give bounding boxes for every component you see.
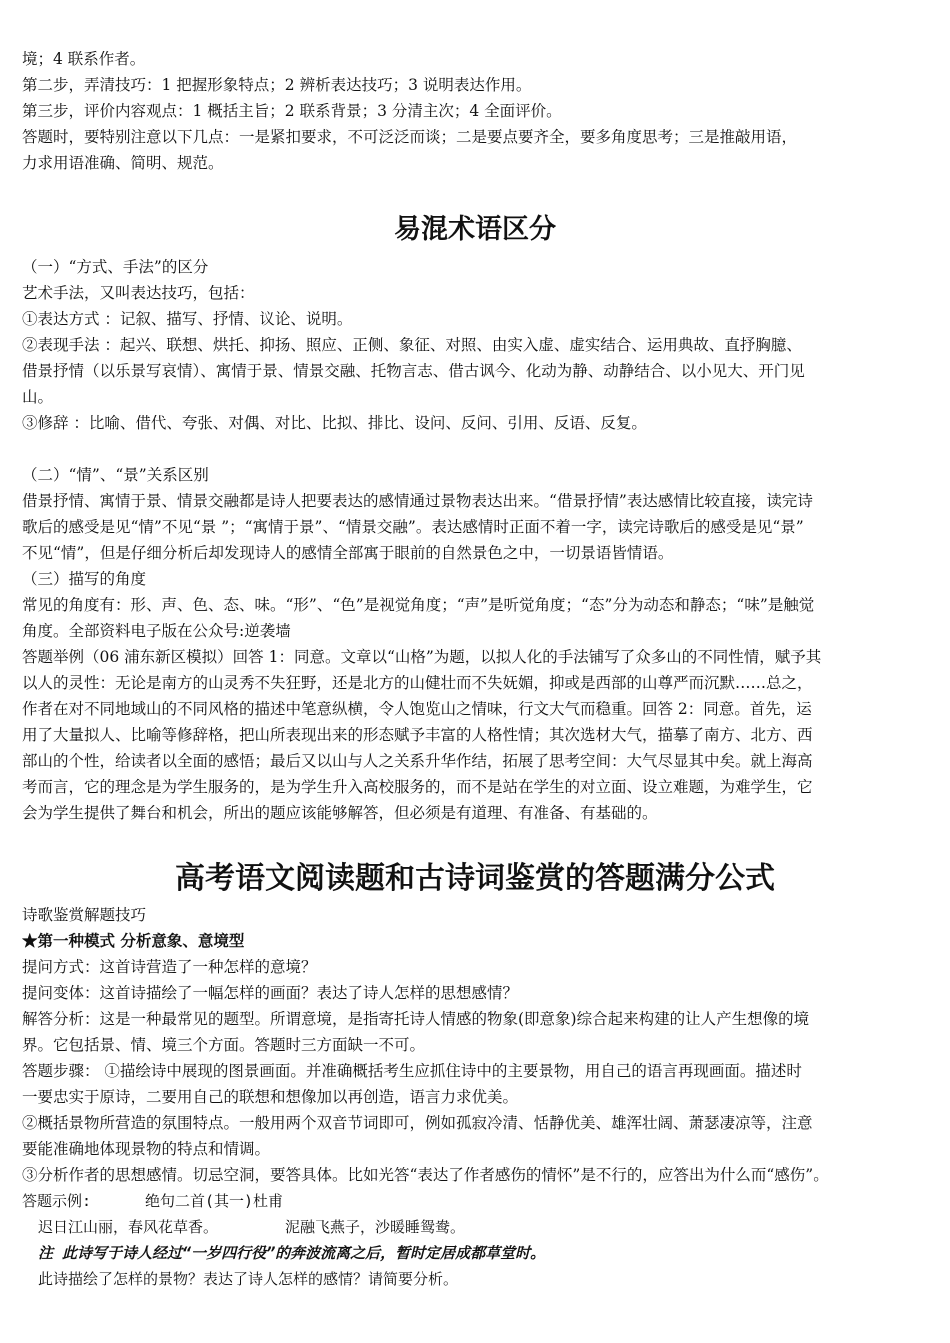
poem-line: 泥融飞燕子，沙暖睡鸳鸯。 bbox=[285, 1218, 466, 1236]
poem-title: 绝句二首(其一)杜甫 bbox=[145, 1192, 284, 1210]
text-line: 艺术手法，又叫表达技巧，包括： bbox=[22, 284, 255, 302]
poem-line: 迟日江山丽，春风花草香。 bbox=[38, 1218, 219, 1236]
text-line: ③分析作者的思想感情。切忌空洞，要答具体。比如光答“表达了作者感伤的情怀”是不行的，应答出为什么而“感伤”。 bbox=[22, 1166, 829, 1184]
text-line: 提问方式：这首诗营造了一种怎样的意境？ bbox=[22, 958, 317, 976]
text-line: 作者在对不同地域山的不同风格的描述中笔意纵横，令人饱览山之情味，行文大气而稳重。回答 2：同意。首先，运 bbox=[22, 700, 812, 718]
text-line: 角度。全部资料电子版在公众号:逆袭墙 bbox=[22, 622, 291, 640]
section-heading-terms: 易混术语区分 bbox=[394, 214, 556, 245]
text-line: 要能准确地体现景物的特点和情调。 bbox=[22, 1140, 271, 1158]
text-line: 诗歌鉴赏解题技巧 bbox=[22, 906, 147, 924]
text-line: 会为学生提供了舞台和机会，所出的题应该能够解答，但必须是有道理、有准备、有基础的。 bbox=[22, 804, 658, 822]
text-line: ②表现手法 ：起兴、联想、烘托、抑扬、照应、正侧、象征、对照、由实入虚、虚实结合、运用典故、直抒胸臆、 bbox=[22, 336, 802, 354]
poem-note: 注 此诗写于诗人经过“一岁四行役”的奔波流离之后，暂时定居成都草堂时。 bbox=[38, 1244, 546, 1262]
text-line: 歌后的感受是见“情”不见“景 ”；“寓情于景”、“情景交融”。表达感情时正面不着一字，读完诗歌后的感受是见“景” bbox=[22, 518, 804, 536]
text-line: 答题时，要特别注意以下几点：一是紧扣要求，不可泛泛而谈；二是要点要齐全，要多角度思考；三是推敲用语， bbox=[22, 128, 798, 146]
text-line: （一）“方式、手法”的区分 bbox=[22, 258, 209, 276]
text-line: ③修辞 ：比喻、借代、夸张、对偶、对比、比拟、排比、设问、反问、引用、反语、反复。 bbox=[22, 414, 647, 432]
text-line: 第二步，弄清技巧：1 把握形象特点；2 辨析表达技巧；3 说明表达作用。 bbox=[22, 76, 532, 94]
text-line: 借景抒情（以乐景写哀情）、寓情于景、情景交融、托物言志、借古讽今、化动为静、动静结合、以小见大、开门见 bbox=[22, 362, 805, 380]
text-line: ★第一种模式 分析意象、意境型 bbox=[22, 931, 245, 950]
text-line: 不见“情”，但是仔细分析后却发现诗人的感情全部寓于眼前的自然景色之中，一切景语皆情语。 bbox=[22, 544, 674, 562]
text-line: 境；4 联系作者。 bbox=[22, 50, 146, 68]
poem-question: 此诗描绘了怎样的景物？表达了诗人怎样的感情？请简要分析。 bbox=[38, 1270, 459, 1288]
text-line: 常见的角度有：形、声、色、态、味。“形”、“色”是视觉角度；“声”是听觉角度；“态”分为动态和静态；“味”是触觉 bbox=[22, 596, 815, 614]
text-line: 用了大量拟人、比喻等修辞格，把山所表现出来的形态赋予丰富的人格性情；其次选材大气，描摹了南方、北方、西 bbox=[22, 726, 813, 744]
text-line: 提问变体：这首诗描绘了一幅怎样的画面？表达了诗人怎样的思想感情？ bbox=[22, 984, 519, 1002]
text-line: 以人的灵性：无论是南方的山灵秀不失狂野，还是北方的山健壮而不失妩媚，抑或是西部的山尊严而沉默……总之， bbox=[22, 674, 813, 692]
text-line: 解答分析：这是一种最常见的题型。所谓意境，是指寄托诗人情感的物象(即意象)综合起来构建的让人产生想像的境 bbox=[22, 1010, 810, 1028]
text-line: 考而言，它的理念是为学生服务的，是为学生升入高校服务的，而不是站在学生的对立面、设立难题，为难学生，它 bbox=[22, 778, 813, 796]
text-line: （三）描写的角度 bbox=[22, 570, 147, 588]
text-line: 借景抒情、寓情于景、情景交融都是诗人把要表达的感情通过景物表达出来。“借景抒情”表达感情比较直接，读完诗 bbox=[22, 492, 813, 510]
text-line: 力求用语准确、简明、规范。 bbox=[22, 154, 224, 172]
text-line: 一要忠实于原诗，二要用自己的联想和想像加以再创造，语言力求优美。 bbox=[22, 1088, 519, 1106]
text-line: 部山的个性，给读者以全面的感悟；最后又以山与人之关系升华作结，拓展了思考空间：大气尽显其中矣。就上海高 bbox=[22, 752, 813, 770]
text-line: 界。它包括景、情、境三个方面。答题时三方面缺一不可。 bbox=[22, 1036, 426, 1054]
example-label: 答题示例: bbox=[22, 1192, 92, 1210]
text-line: （二）“情”、“景”关系区别 bbox=[22, 466, 209, 484]
text-line: 答题举例（06 浦东新区模拟）回答 1：同意。文章以“山格”为题，以拟人化的手法铺写了众多山的不同性情，赋予其 bbox=[22, 648, 822, 666]
text-line: 山。 bbox=[22, 388, 54, 406]
text-line: 第三步，评价内容观点：1 概括主旨；2 联系背景；3 分清主次；4 全面评价。 bbox=[22, 102, 562, 120]
text-line: ②概括景物所营造的氛围特点。一般用两个双音节词即可，例如孤寂冷清、恬静优美、雄浑壮阔、萧瑟凄凉等，注意 bbox=[22, 1114, 813, 1132]
text-line: 答题步骤： ①描绘诗中展现的图景画面。并准确概括考生应抓住诗中的主要景物，用自己的语言再现画面。描述时 bbox=[22, 1062, 802, 1080]
section-heading-formula: 高考语文阅读题和古诗词鉴赏的答题满分公式 bbox=[175, 861, 775, 896]
text-line: ①表达方式 ：记叙、描写、抒情、议论、说明。 bbox=[22, 310, 353, 328]
